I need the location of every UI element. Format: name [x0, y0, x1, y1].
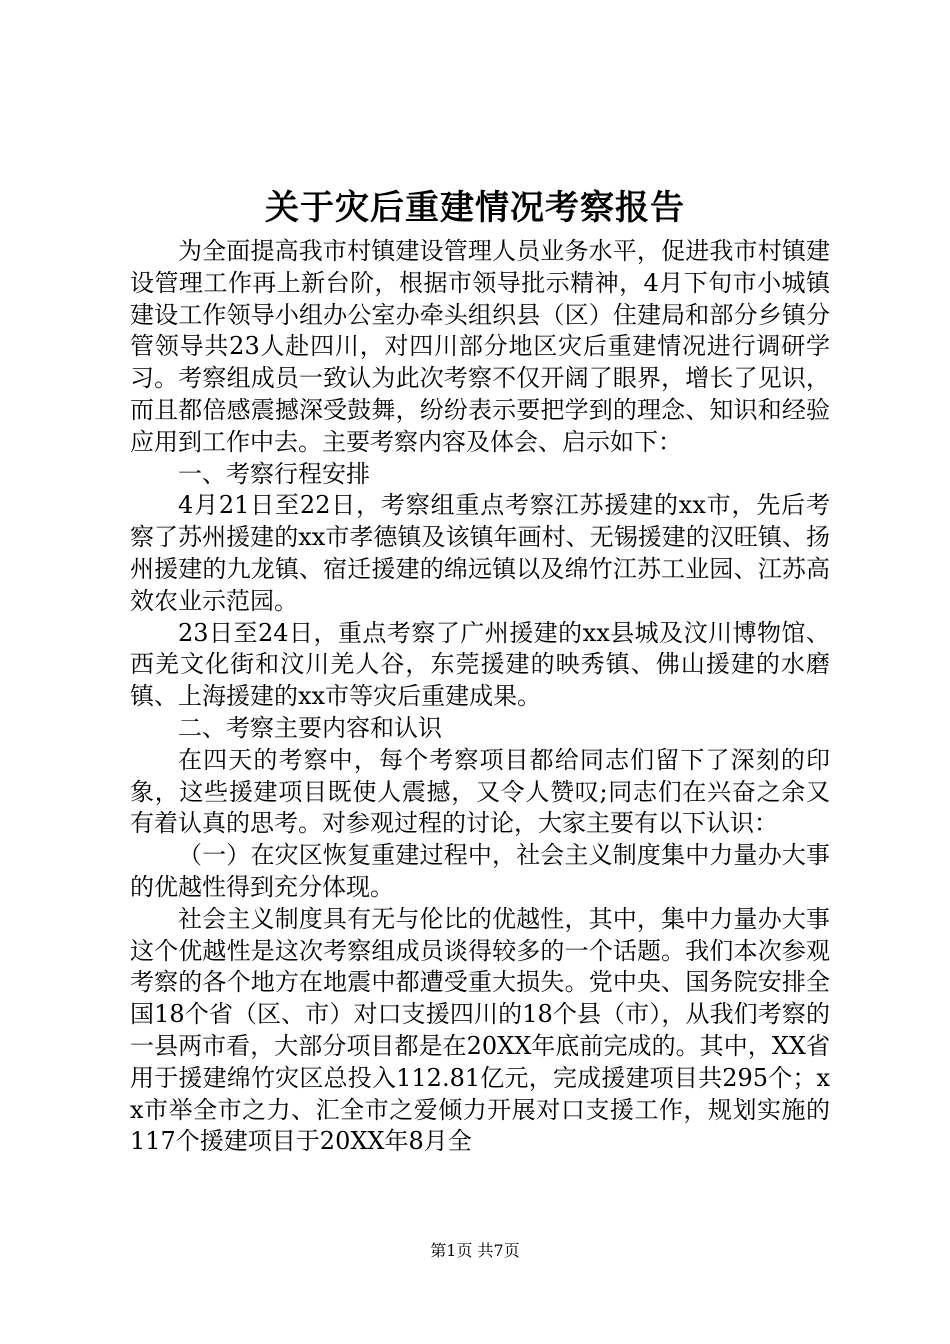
- section-heading-itinerary: 一、考察行程安排: [178, 459, 370, 488]
- paragraph-subheading-1: （一）在灾区恢复重建过程中，社会主义制度集中力量办大事的优越性得到充分体现。: [130, 841, 830, 901]
- page-number-footer: 第1页 共7页: [430, 1241, 520, 1260]
- paragraph-four-days: 在四天的考察中，每个考察项目都给同志们留下了深刻的印象，这些援建项目既使人震撼，又令人赞叹;同志们在兴奋之余又有着认真的思考。对参观过程的讨论，大家主要有以下认识：: [130, 745, 830, 838]
- section-heading-content: 二、考察主要内容和认识: [178, 713, 442, 742]
- paragraph-intro: 为全面提高我市村镇建设管理人员业务水平，促进我市村镇建设管理工作再上新台阶，根据市领导批示精神，4月下旬市小城镇建设工作领导小组办公室办牵头组织县（区）住建局和部分乡镇分管领导共23人赴四川，对四川部分地区灾后重建情况进行调研学习。考察组成员一致认为此次考察不仅开阔了眼界，增长了见识，而且都倍感震撼深受鼓舞，纷纷表示要把学到的理念、知识和经验应用到工作中去。主要考察内容及体会、启示如下：: [130, 237, 830, 456]
- document-body: [130, 236, 830, 1158]
- page-title: 关于灾后重建情况考察报告: [265, 188, 685, 228]
- paragraph-april-21-22: 4月21日至22日，考察组重点考察江苏援建的xx市，先后考察了苏州援建的xx市孝德镇及该镇年画村、无锡援建的汉旺镇、扬州援建的九龙镇、宿迁援建的绵远镇以及绵竹江苏工业园、江苏高效农业示范园。: [130, 491, 830, 615]
- paragraph-april-23-24: 23日至24日，重点考察了广州援建的xx县城及汶川博物馆、西羌文化街和汶川羌人谷，东莞援建的映秀镇、佛山援建的水磨镇、上海援建的xx市等灾后重建成果。: [130, 618, 830, 711]
- paragraph-socialist-system: 社会主义制度具有无与伦比的优越性，其中，集中力量办大事这个优越性是这次考察组成员谈得较多的一个话题。我们本次参观考察的各个地方在地震中都遭受重大损失。党中央、国务院安排全国18个省（区、市）对口支援四川的18个县（市），从我们考察的一县两市看，大部分项目都是在20XX年底前完成的。其中，XX省用于援建绵竹灾区总投入112.81亿元，完成援建项目共295个；xx市举全市之力、汇全市之爱倾力开展对口支援工作，规划实施的117个援建项目于20XX年8月全: [130, 904, 830, 1156]
